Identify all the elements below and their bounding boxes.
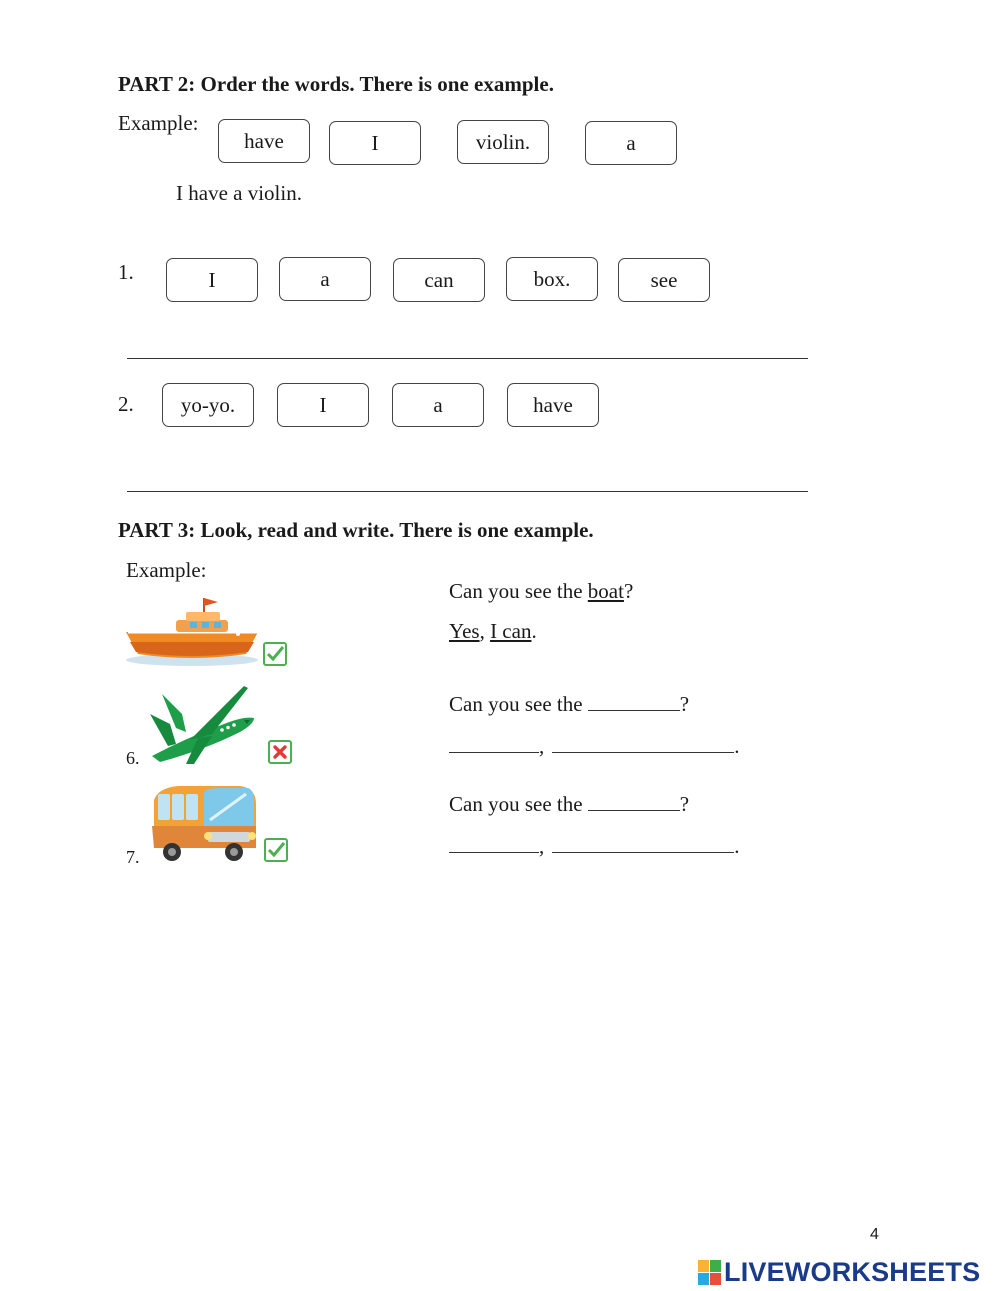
answer-blank-short[interactable] <box>449 836 539 853</box>
question-7 <box>449 792 689 817</box>
word-box[interactable]: I <box>166 258 258 302</box>
example-question <box>449 579 633 604</box>
word-box[interactable]: can <box>393 258 485 302</box>
word-box[interactable]: I <box>277 383 369 427</box>
cross-mark-icon <box>268 740 292 764</box>
question-text: Can you see the <box>449 792 588 816</box>
page-number: 4 <box>870 1226 879 1243</box>
boat-icon <box>124 594 264 670</box>
bus-icon <box>148 782 260 864</box>
example-word-box[interactable]: have <box>218 119 310 163</box>
question-text: Can you see the <box>449 692 588 716</box>
question-number: 1. <box>118 260 134 284</box>
part2-example-answer: I have a violin. <box>176 181 302 205</box>
example-answer-rest: I can <box>490 619 532 643</box>
word-box[interactable]: yo-yo. <box>162 383 254 427</box>
example-word-box[interactable]: a <box>585 121 677 165</box>
example-word-box[interactable]: I <box>329 121 421 165</box>
answer-end: . <box>734 734 740 758</box>
answer-line[interactable] <box>127 358 808 359</box>
word-box[interactable]: have <box>507 383 599 427</box>
item-number: 7. <box>126 847 140 867</box>
item-number: 6. <box>126 748 140 768</box>
example-answer-end: . <box>531 619 537 643</box>
question-blank[interactable] <box>588 694 680 711</box>
check-mark-icon <box>264 838 288 862</box>
part2-heading: PART 2: Order the words. There is one example. <box>118 72 554 96</box>
question-mark: ? <box>679 692 690 716</box>
example-question-answer-word: boat <box>587 579 624 603</box>
liveworksheets-logo[interactable] <box>698 1257 980 1288</box>
word-box[interactable]: a <box>279 257 371 301</box>
liveworksheets-logo-icon <box>698 1260 722 1286</box>
brand-name: LIVEWORKSHEETS <box>724 1257 981 1287</box>
question-6 <box>449 692 689 717</box>
example-question-text: Can you see the <box>449 579 588 603</box>
answer-blank-long[interactable] <box>552 736 734 753</box>
example-answer <box>449 619 537 644</box>
question-number: 2. <box>118 392 134 416</box>
question-blank[interactable] <box>588 794 680 811</box>
part3-example-label: Example: <box>126 558 207 582</box>
answer-blank-long[interactable] <box>552 836 734 853</box>
answer-end: . <box>734 834 740 858</box>
example-word-box[interactable]: violin. <box>457 120 549 164</box>
part3-heading: PART 3: Look, read and write. There is one example. <box>118 518 594 542</box>
example-question-mark: ? <box>623 579 634 603</box>
word-box[interactable]: a <box>392 383 484 427</box>
question-mark: ? <box>679 792 690 816</box>
answer-line[interactable] <box>127 491 808 492</box>
part2-example-label: Example: <box>118 111 199 135</box>
example-answer-yes: Yes <box>449 619 480 643</box>
answer-6 <box>449 734 740 759</box>
answer-comma: , <box>539 734 545 758</box>
word-box[interactable]: see <box>618 258 710 302</box>
answer-comma: , <box>539 834 545 858</box>
check-mark-icon <box>263 642 287 666</box>
airplane-icon <box>146 684 258 766</box>
example-answer-comma: , <box>479 619 491 643</box>
answer-blank-short[interactable] <box>449 736 539 753</box>
answer-7 <box>449 834 740 859</box>
word-box[interactable]: box. <box>506 257 598 301</box>
